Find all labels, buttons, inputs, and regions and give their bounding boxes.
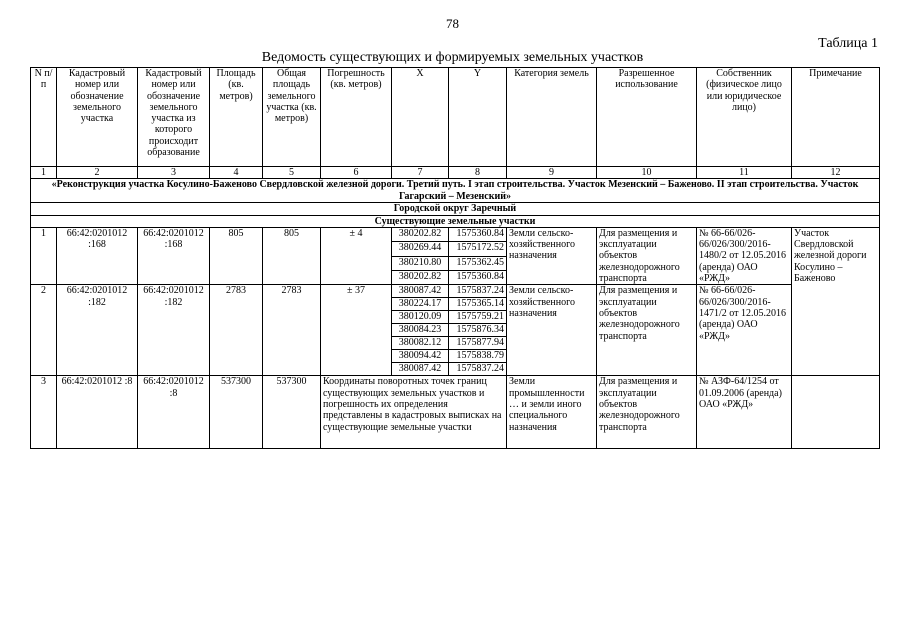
coord-x: 380087.42 [392, 363, 449, 376]
coord-y: 1575838.79 [449, 350, 507, 363]
district-title: Городской округ Заречный [31, 203, 880, 215]
coord-x: 380082.12 [392, 337, 449, 350]
coord-x: 380269.44 [392, 242, 449, 256]
row-number: 1 [31, 227, 57, 284]
header-cell: Общая площадь земельного участка (кв. метров) [263, 68, 321, 167]
column-number: 10 [597, 167, 697, 179]
owner: № 66-66/026-66/026/300/2016-1480/2 от 12.05.2016 (аренда) ОАО «РЖД» [697, 227, 792, 284]
row-number: 2 [31, 285, 57, 376]
column-number: 4 [210, 167, 263, 179]
coordinates-note: Координаты поворотных точек границ существующих земельных участков и погрешность их определения представлены в кадастровых выписках на существующие земельные участки [321, 376, 507, 449]
table-row [31, 285, 880, 298]
header-cell: X [392, 68, 449, 167]
coord-y: 1575360.84 [449, 227, 507, 241]
coord-x: 380224.17 [392, 298, 449, 311]
coord-x: 380087.42 [392, 285, 449, 298]
column-number: 1 [31, 167, 57, 179]
column-number: 7 [392, 167, 449, 179]
area: 2783 [210, 285, 263, 376]
coord-y: 1575365.14 [449, 298, 507, 311]
section-title: Существующие земельные участки [31, 215, 880, 227]
table-row [31, 227, 880, 241]
column-number: 11 [697, 167, 792, 179]
header-cell: Кадастровый номер или обозначение земельного участка из которого происходит образование [138, 68, 210, 167]
land-category: Земли сельско-хозяйственного назначения [507, 285, 597, 376]
section-row [31, 215, 880, 227]
header-row [31, 68, 880, 167]
header-cell: Площадь (кв. метров) [210, 68, 263, 167]
coord-x: 380084.23 [392, 324, 449, 337]
coord-y: 1575837.24 [449, 363, 507, 376]
error-margin: ± 4 [321, 227, 392, 284]
column-number: 6 [321, 167, 392, 179]
coord-y: 1575360.84 [449, 270, 507, 284]
cadastral-number: 66:42:0201012 :168 [57, 227, 138, 284]
total-area: 805 [263, 227, 321, 284]
header-cell: N п/п [31, 68, 57, 167]
land-category: Земли промышленности … и земли иного специального назначения [507, 376, 597, 449]
coord-x: 380120.09 [392, 311, 449, 324]
coord-x: 380210.80 [392, 256, 449, 270]
column-number: 9 [507, 167, 597, 179]
project-title: «Реконструкция участка Косулино-Баженово Свердловской железной дороги. Третий путь. I этап строительства. Участок Мезенский – Баженово. II этап строительства. Участок Гагарский – Мезенский» [31, 179, 880, 203]
area: 537300 [210, 376, 263, 449]
project-title-row [31, 179, 880, 203]
total-area: 537300 [263, 376, 321, 449]
coord-x: 380202.82 [392, 270, 449, 284]
owner: № 66-66/026-66/026/300/2016-1471/2 от 12.05.2016 (аренда) ОАО «РЖД» [697, 285, 792, 376]
cadastral-number: 66:42:0201012 :8 [57, 376, 138, 449]
coord-x: 380202.82 [392, 227, 449, 241]
area: 805 [210, 227, 263, 284]
coord-y: 1575362.45 [449, 256, 507, 270]
total-area: 2783 [263, 285, 321, 376]
page-number: 78 [446, 16, 459, 31]
column-number: 3 [138, 167, 210, 179]
land-plots-table [30, 67, 880, 449]
coord-y: 1575172.52 [449, 242, 507, 256]
source-cadastral-number: 66:42:0201012 :8 [138, 376, 210, 449]
column-number: 2 [57, 167, 138, 179]
note: Участок Свердловской железной дороги Косулино – Баженово [792, 227, 880, 375]
column-number-row [31, 167, 880, 179]
source-cadastral-number: 66:42:0201012 :182 [138, 285, 210, 376]
table-label: Таблица 1 [818, 36, 878, 51]
header-cell: Категория земель [507, 68, 597, 167]
owner: № АЗФ-64/1254 от 01.09.2006 (аренда) ОАО «РЖД» [697, 376, 792, 449]
table-row [31, 376, 880, 449]
note [792, 376, 880, 449]
permitted-use: Для размещения и эксплуатации объектов железнодорожного транспорта [597, 285, 697, 376]
header-cell: Примечание [792, 68, 880, 167]
permitted-use: Для размещения и эксплуатации объектов железнодорожного транспорта [597, 376, 697, 449]
header-cell: Разрешенное использование [597, 68, 697, 167]
error-margin: ± 37 [321, 285, 392, 376]
header-cell: Кадастровый номер или обозначение земельного участка [57, 68, 138, 167]
coord-y: 1575877.94 [449, 337, 507, 350]
document-title: Ведомость существующих и формируемых земельных участков [261, 50, 644, 65]
source-cadastral-number: 66:42:0201012 :168 [138, 227, 210, 284]
column-number: 5 [263, 167, 321, 179]
land-category: Земли сельско-хозяйственного назначения [507, 227, 597, 284]
coord-y: 1575876.34 [449, 324, 507, 337]
header-cell: Собственник (физическое лицо или юридическое лицо) [697, 68, 792, 167]
header-cell: Погрешность (кв. метров) [321, 68, 392, 167]
coord-x: 380094.42 [392, 350, 449, 363]
district-row [31, 203, 880, 215]
column-number: 8 [449, 167, 507, 179]
cadastral-number: 66:42:0201012 :182 [57, 285, 138, 376]
column-number: 12 [792, 167, 880, 179]
header-cell: Y [449, 68, 507, 167]
row-number: 3 [31, 376, 57, 449]
permitted-use: Для размещения и эксплуатации объектов железнодорожного транспорта [597, 227, 697, 284]
coord-y: 1575837.24 [449, 285, 507, 298]
coord-y: 1575759.21 [449, 311, 507, 324]
